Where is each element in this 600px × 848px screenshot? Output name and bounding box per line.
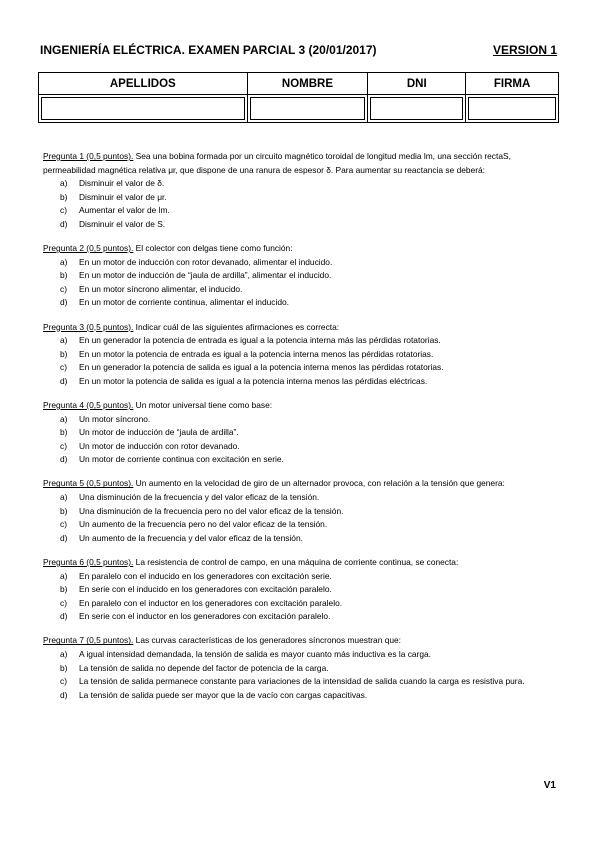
question-text: Sea una bobina formada por un circuito magnético toroidal de longitud media lm, una sección rectaS, permeabilidad magnética relativa μr, que dispone de una ranura de espesor δ. Para aumentar su reactancia se deberá:: [43, 151, 511, 175]
option-text: Un aumento de la frecuencia y del valor eficaz de la tensión.: [79, 532, 303, 543]
option-text: A igual intensidad demandada, la tensión de salida es mayor cuanto más inductiva es la carga.: [79, 649, 431, 659]
answer-option[interactable]: [43, 256, 558, 270]
option-letter: d): [60, 689, 68, 700]
apellidos-field[interactable]: [39, 95, 248, 123]
header-nombre: NOMBRE: [247, 73, 368, 95]
option-letter: a): [60, 335, 68, 346]
answer-option[interactable]: [43, 361, 558, 375]
question-text: Indicar cuál de las siguientes afirmaciones es correcta:: [133, 321, 340, 332]
answer-option[interactable]: [43, 518, 558, 532]
question-text: La resistencia de control de campo, en una máquina de corriente continua, se conecta:: [133, 556, 459, 567]
option-text: Disminuir el valor de δ.: [79, 178, 165, 189]
option-text: En un motor de inducción con rotor devanado, alimentar el inducido.: [79, 256, 333, 267]
answer-options: [43, 570, 558, 624]
question-stem: [43, 477, 558, 491]
question-stem: [43, 150, 558, 177]
answer-option[interactable]: [43, 218, 558, 232]
answer-option[interactable]: [43, 689, 558, 703]
option-letter: c): [60, 283, 67, 294]
answer-option[interactable]: [43, 191, 558, 205]
option-text: En un generador la potencia de salida es igual a la potencia interna menos las pérdidas rotatorias.: [79, 362, 444, 373]
question-3: [43, 321, 558, 389]
question-stem: [43, 556, 558, 570]
option-letter: c): [60, 519, 67, 530]
option-text: En un motor de corriente continua, alimentar el inducido.: [79, 297, 289, 308]
header-firma: FIRMA: [466, 73, 559, 95]
answer-option[interactable]: [43, 296, 558, 310]
option-text: La tensión de salida puede ser mayor que la de vacío con cargas capacitivas.: [79, 689, 368, 700]
question-stem: [43, 242, 558, 256]
question-4: [43, 399, 558, 467]
header-dni: DNI: [368, 73, 466, 95]
student-id-table: [38, 72, 559, 123]
answer-option[interactable]: [43, 570, 558, 584]
option-text: Un aumento de la frecuencia pero no del valor eficaz de la tensión.: [79, 519, 328, 530]
firma-field[interactable]: [466, 95, 559, 123]
question-label: Pregunta 5 (0,5 puntos).: [43, 478, 134, 489]
nombre-field[interactable]: [247, 95, 368, 123]
answer-option[interactable]: [43, 491, 558, 505]
answer-option[interactable]: [43, 675, 558, 689]
option-letter: a): [60, 570, 68, 581]
option-text: En serie con el inducido en los generadores con excitación paralelo.: [79, 584, 332, 595]
option-letter: a): [60, 178, 68, 189]
question-list: [43, 150, 558, 713]
option-text: Una disminución de la frecuencia pero no del valor eficaz de la tensión.: [79, 505, 344, 516]
option-letter: c): [60, 362, 67, 373]
answer-option[interactable]: [43, 426, 558, 440]
exam-version: VERSION 1: [492, 43, 557, 57]
answer-options: [43, 491, 558, 545]
question-stem: [43, 399, 558, 413]
answer-option[interactable]: [43, 334, 558, 348]
option-text: En un generador la potencia de entrada es igual a la potencia interna más las pérdidas rotatorias.: [79, 335, 441, 346]
option-text: Un motor de inducción con rotor devanado.: [79, 440, 240, 451]
answer-option[interactable]: [43, 505, 558, 519]
question-2: [43, 242, 558, 310]
answer-options: [43, 177, 558, 231]
question-label: Pregunta 1 (0,5 puntos).: [43, 151, 134, 161]
option-letter: c): [60, 440, 67, 451]
question-stem: [43, 321, 558, 335]
option-text: Disminuir el valor de μr.: [79, 191, 167, 202]
answer-option[interactable]: [43, 348, 558, 362]
option-text: La tensión de salida no depende del factor de potencia de la carga.: [79, 662, 329, 673]
option-letter: b): [60, 348, 68, 359]
option-text: Un motor de inducción de “jaula de ardilla”.: [79, 427, 239, 438]
page-footer: V1: [543, 780, 556, 791]
option-text: La tensión de salida permanece constante para variaciones de la intensidad de salida cuando la carga es resistiva pura.: [79, 676, 525, 687]
option-text: En un motor la potencia de salida es igual a la potencia interna menos las pérdidas eléctricas.: [79, 375, 428, 386]
option-letter: b): [60, 270, 68, 281]
question-label: Pregunta 2 (0,5 puntos).: [43, 243, 134, 254]
option-text: En serie con el inductor en los generadores con excitación paralelo.: [79, 611, 331, 622]
answer-option[interactable]: [43, 413, 558, 427]
answer-options: [43, 334, 558, 388]
option-letter: d): [60, 454, 68, 465]
question-label: Pregunta 3 (0,5 puntos).: [43, 321, 134, 332]
question-label: Pregunta 6 (0,5 puntos).: [43, 556, 134, 567]
option-text: Una disminución de la frecuencia y del valor eficaz de la tensión.: [79, 492, 320, 503]
answer-option[interactable]: [43, 440, 558, 454]
option-letter: a): [60, 256, 68, 267]
option-text: Un motor de corriente continua con excitación en serie.: [79, 454, 284, 465]
option-letter: b): [60, 505, 68, 516]
exam-title: INGENIERÍA ELÉCTRICA. EXAMEN PARCIAL 3 (20/01/2017): [40, 43, 377, 57]
header-apellidos: APELLIDOS: [39, 73, 248, 95]
option-text: En paralelo con el inducido en los generadores con excitación serie.: [79, 570, 332, 581]
answer-option[interactable]: [43, 532, 558, 546]
answer-option[interactable]: [43, 453, 558, 467]
dni-field[interactable]: [368, 95, 466, 123]
option-letter: b): [60, 662, 68, 673]
option-letter: b): [60, 427, 68, 438]
option-letter: b): [60, 584, 68, 595]
answer-option[interactable]: [43, 269, 558, 283]
option-letter: c): [60, 597, 67, 608]
question-1: [43, 150, 558, 232]
answer-option[interactable]: [43, 375, 558, 389]
question-text: Un aumento en la velocidad de giro de un alternador provoca, con relación a la tensión que genera:: [133, 478, 505, 489]
answer-option[interactable]: [43, 662, 558, 676]
option-text: Un motor síncrono.: [79, 413, 151, 424]
option-letter: d): [60, 297, 68, 308]
option-text: En paralelo con el inductor en los generadores con excitación paralelo.: [79, 597, 343, 608]
option-letter: c): [60, 205, 67, 216]
answer-option[interactable]: [43, 177, 558, 191]
exam-header: [40, 43, 557, 61]
answer-option[interactable]: [43, 610, 558, 624]
question-7: [43, 634, 558, 702]
option-letter: d): [60, 532, 68, 543]
question-6: [43, 556, 558, 624]
answer-options: [43, 256, 558, 310]
option-letter: a): [60, 649, 68, 659]
question-text: Un motor universal tiene como base:: [133, 400, 273, 410]
option-letter: d): [60, 375, 68, 386]
option-letter: a): [60, 413, 68, 424]
answer-option[interactable]: [43, 583, 558, 597]
question-text: El colector con delgas tiene como función:: [133, 243, 293, 254]
answer-options: [43, 648, 558, 702]
answer-option[interactable]: [43, 648, 558, 662]
option-text: Aumentar el valor de lm.: [79, 205, 170, 216]
question-label: Pregunta 4 (0,5 puntos).: [43, 400, 134, 410]
question-label: Pregunta 7 (0,5 puntos).: [43, 635, 134, 646]
answer-options: [43, 413, 558, 467]
option-letter: c): [60, 676, 67, 687]
option-text: En un motor síncrono alimentar, el inducido.: [79, 283, 243, 294]
question-5: [43, 477, 558, 545]
option-text: Disminuir el valor de S.: [79, 218, 166, 229]
answer-option[interactable]: [43, 597, 558, 611]
answer-option[interactable]: [43, 283, 558, 297]
option-letter: b): [60, 191, 68, 202]
option-letter: d): [60, 611, 68, 622]
question-text: Las curvas características de los generadores síncronos muestran que:: [133, 635, 401, 646]
question-stem: [43, 634, 558, 648]
option-letter: d): [60, 218, 68, 229]
option-letter: a): [60, 492, 68, 503]
option-text: En un motor de inducción de “jaula de ardilla”, alimentar el inducido.: [79, 270, 332, 281]
option-text: En un motor la potencia de entrada es igual a la potencia interna menos las pérdidas rotatorias.: [79, 348, 434, 359]
answer-option[interactable]: [43, 204, 558, 218]
